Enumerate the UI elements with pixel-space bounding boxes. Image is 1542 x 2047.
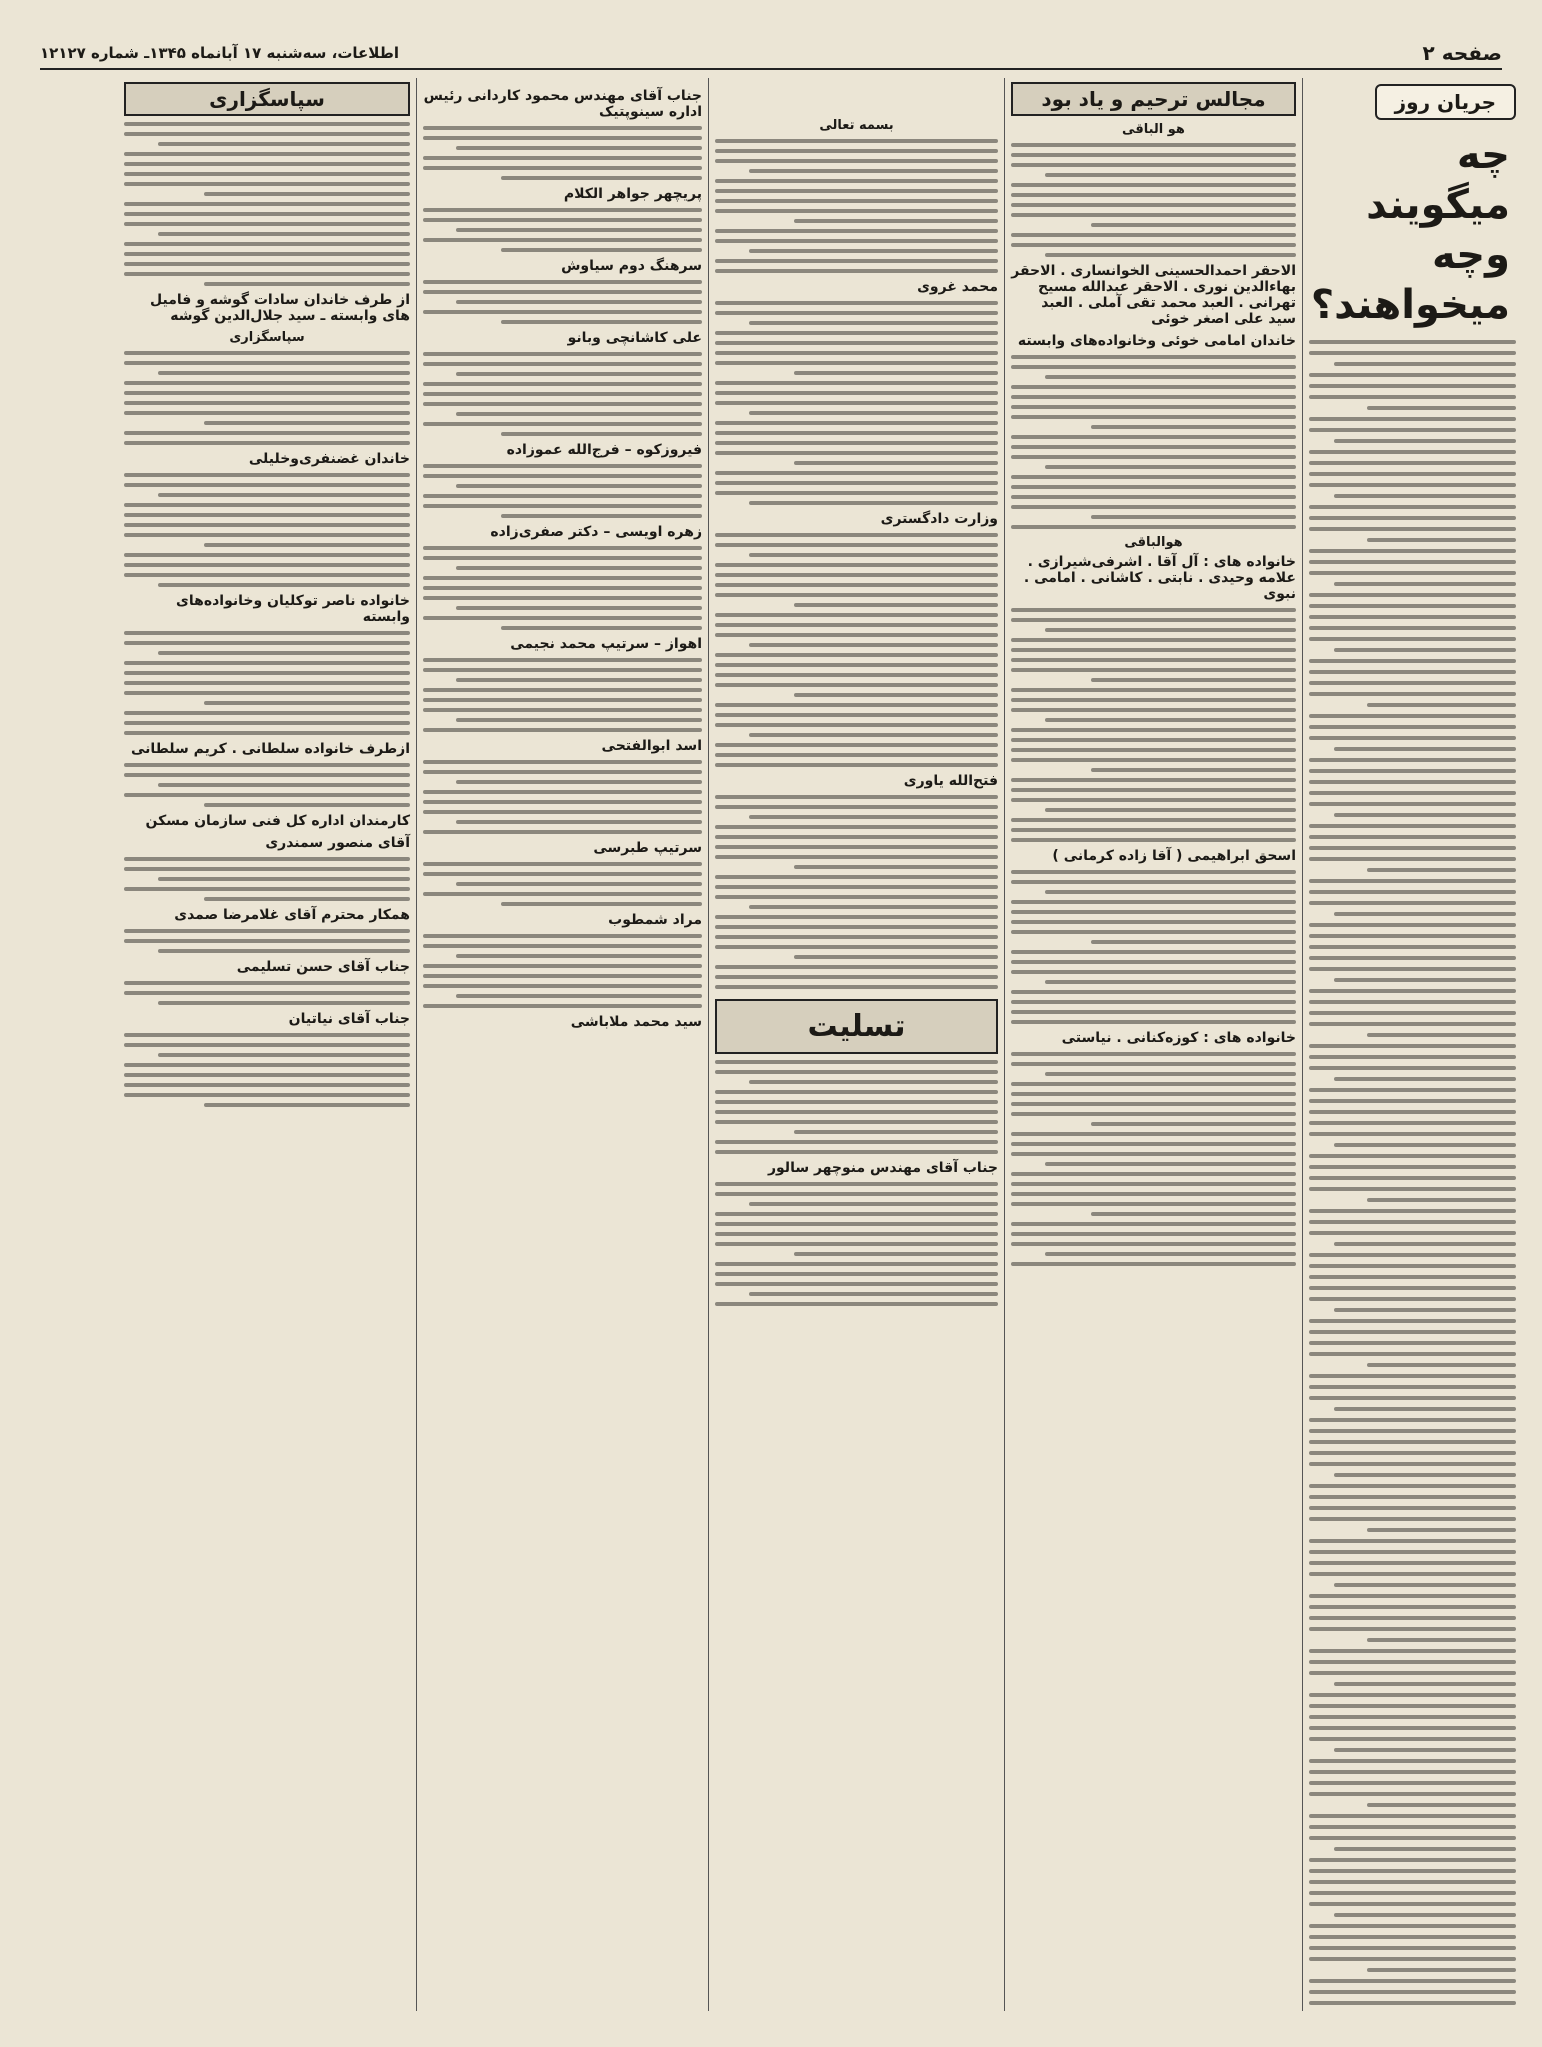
column-memorials-2	[708, 78, 1004, 2011]
notice-signature: همکار محترم آقای غلامرضا صمدی	[174, 907, 410, 923]
notice-signature: فیروزکوه – فرج‌الله عموزاده	[506, 442, 702, 458]
notice-signature: از طرف خاندان سادات گوشه و فامیل های وابسته ـ سید جلال‌الدین گوشه	[150, 292, 410, 324]
notice-signature: وزارت دادگستری	[880, 511, 998, 527]
notice-signature: محمد غروی	[917, 279, 998, 295]
notice-title: بسمه تعالی	[819, 118, 894, 133]
notice-signature: فتح‌الله یاوری	[903, 773, 998, 789]
issue-line: اطلاعات، سه‌شنبه ۱۷ آبانماه ۱۳۴۵ـ شماره ۱۲۱۲۷	[40, 44, 399, 62]
notice-signature: خاندان غضنفری‌وخلیلی	[248, 451, 410, 467]
notice-signature: خانواده های : کوزه‌کنانی . نیاستی	[1061, 1030, 1296, 1046]
notice-title: جناب آقای مهندس محمود کاردانی رئیس اداره سینوپتیک	[423, 88, 702, 120]
notice-signature: الاحقر احمدالحسینی الخوانساری . الاحقر بهاءالدین نوری . الاحقر عبدالله مسیح تهرانی . العبد محمد تقی آملی . العبد سید علی اصغر خوئی	[1011, 263, 1296, 327]
notice-signature: خانواده های : آل آقا . اشرفی‌شیرازی . علامه وحیدی . نابتی . کاشانی . امامی . نبوی	[1023, 554, 1296, 602]
notice-signature: سرهنگ دوم سیاوش	[561, 258, 702, 274]
notice-signature: اسحق ابراهیمی ( آقا زاده کرمانی )	[1052, 848, 1296, 864]
column-commentary	[1302, 78, 1522, 2011]
notice-signature: اسد ابوالفتحی	[601, 738, 702, 754]
headline: چه میگویند وچه میخواهند؟	[1310, 132, 1510, 328]
notice-signature: کارمندان اداره کل فنی سازمان مسکن	[145, 813, 410, 829]
notice-title: هو الباقی	[1122, 122, 1185, 137]
article-body	[1309, 340, 1516, 2011]
notice-signature: ازطرف خانواده سلطانی . کریم سلطانی	[130, 741, 410, 757]
notice-signature: خانواده ناصر توکلیان وخانواده‌های وابسته	[176, 593, 410, 625]
notice-signature: زهره اویسی – دکتر صفری‌زاده	[490, 524, 702, 540]
notice-title: سپاسگزاری	[229, 330, 305, 345]
column-notices	[416, 78, 708, 2011]
memorials-banner: مجالس ترحیم و یاد بود	[1011, 82, 1296, 116]
notice-signature: سرتیپ طبرسی	[593, 840, 702, 856]
masthead	[40, 38, 1502, 70]
notice-signature: جناب آقای حسن تسلیمی	[236, 959, 410, 975]
column-memorials-1	[1004, 78, 1302, 2011]
notice-title: هوالباقی	[1124, 535, 1183, 550]
page-number: صفحه ۲	[1422, 41, 1502, 65]
notice-signature: آقای منصور سمندری	[265, 835, 410, 851]
notice-signature: خاندان امامی خوئی وخانواده‌های وابسته	[1017, 333, 1296, 349]
notice-signature: علی کاشانچی وبانو	[567, 330, 702, 346]
notice-signature: مراد شمطوب	[608, 912, 702, 928]
condolence-banner: تسلیت	[715, 999, 998, 1054]
notice-signature: پریچهر جواهر الکلام	[563, 186, 702, 202]
column-thanks	[118, 78, 416, 2011]
notice-signature: جناب آقای نیاتیان	[288, 1011, 410, 1027]
notice-signature: سید محمد ملاباشی	[570, 1014, 702, 1030]
notice-signature: جناب آقای مهندس منوچهر سالور	[767, 1160, 998, 1176]
thanks-banner: سپاسگزاری	[124, 82, 410, 116]
section-tag: جریان روز	[1375, 84, 1516, 120]
notice-signature: اهواز – سرتیپ محمد نجیمی	[510, 636, 702, 652]
